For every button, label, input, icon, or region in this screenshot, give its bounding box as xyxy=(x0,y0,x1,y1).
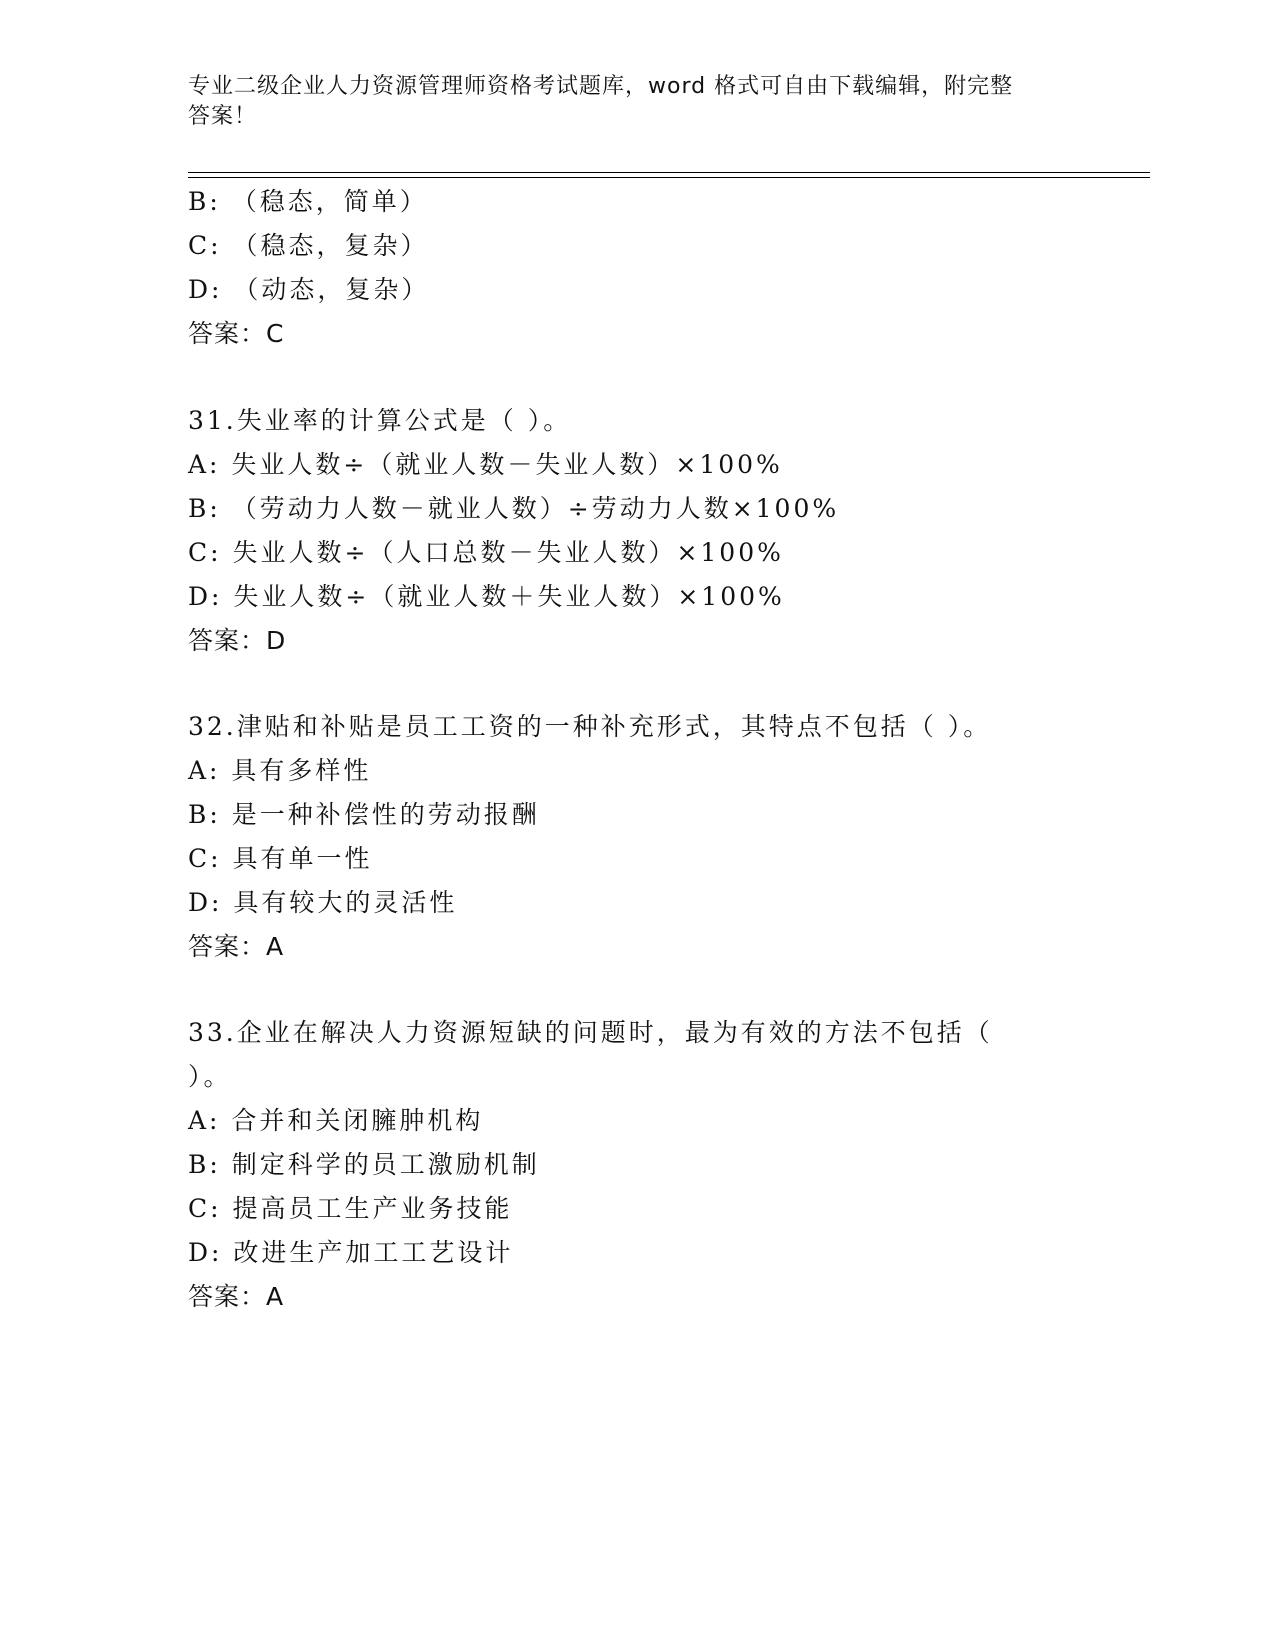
q33-option-b: B: 制定科学的员工激励机制 xyxy=(188,1150,540,1179)
q31-option-b: B: （劳动力人数－就业人数）÷劳动力人数×100% xyxy=(188,494,840,523)
q31-option-d: D: 失业人数÷（就业人数＋失业人数）×100% xyxy=(188,582,785,611)
prev-answer: 答案：C xyxy=(188,319,285,348)
q33-option-c: C: 提高员工生产业务技能 xyxy=(188,1194,513,1223)
q32-option-c: C: 具有单一性 xyxy=(188,844,373,873)
q33-option-d: D: 改进生产加工工艺设计 xyxy=(188,1238,514,1267)
q31-stem: 31.失业率的计算公式是（ ）。 xyxy=(188,406,572,435)
q32-option-a: A: 具有多样性 xyxy=(188,756,372,785)
header-line-2: 答案！ xyxy=(188,104,258,129)
q33-stem-line-1: 33.企业在解决人力资源短缺的问题时，最为有效的方法不包括（ xyxy=(188,1018,993,1047)
q31-option-c: C: 失业人数÷（人口总数－失业人数）×100% xyxy=(188,538,784,567)
q32-option-b: B: 是一种补偿性的劳动报酬 xyxy=(188,800,540,829)
prev-option-d: D: （动态，复杂） xyxy=(188,275,430,304)
q32-option-d: D: 具有较大的灵活性 xyxy=(188,888,458,917)
q31-option-a: A: 失业人数÷（就业人数－失业人数）×100% xyxy=(188,450,783,479)
header-rule-bottom xyxy=(188,177,1150,178)
prev-option-b: B: （稳态，简单） xyxy=(188,187,428,216)
q31-answer: 答案：D xyxy=(188,626,287,655)
header-line-1: 专业二级企业人力资源管理师资格考试题库，word 格式可自由下载编辑，附完整 xyxy=(188,74,1014,99)
header-rule-top xyxy=(188,172,1150,173)
q33-answer: 答案：A xyxy=(188,1282,285,1311)
prev-option-c: C: （稳态，复杂） xyxy=(188,231,429,260)
q32-stem: 32.津贴和补贴是员工工资的一种补充形式，其特点不包括（ ）。 xyxy=(188,712,992,741)
q33-option-a: A: 合并和关闭臃肿机构 xyxy=(188,1106,484,1135)
document-header xyxy=(188,72,1088,132)
q32-answer: 答案：A xyxy=(188,932,285,961)
q33-stem-line-2: ）。 xyxy=(188,1062,232,1091)
